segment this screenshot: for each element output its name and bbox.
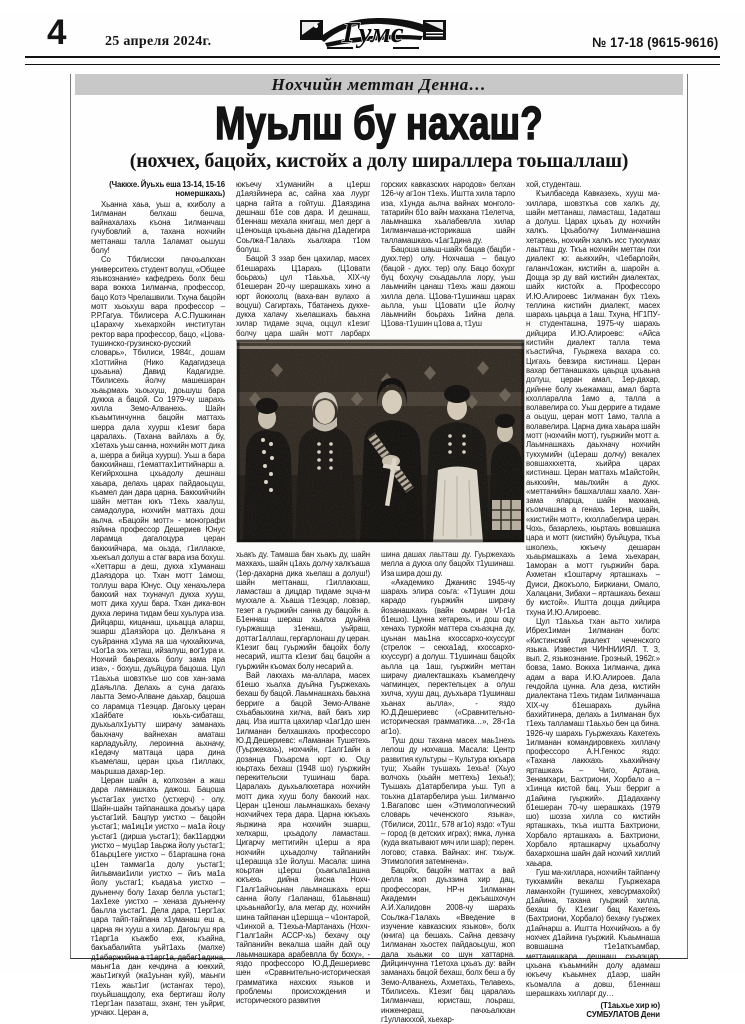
column-2-bottom-text [236, 550, 370, 1006]
paragraph: горских кавказских народов» белхан 126-чу аг1он т1ехь. Иштта хила тарло иза, х1унда аьлча вайнах монголо-татарийн б1о вайн махкана т1елетча, лаьмнашка хьалабевлла хилар 1илманчаша-историкаша шайн талламашкахь ч1аг1дина ду. [381, 180, 515, 245]
column-2 [236, 180, 370, 1006]
issue-date: 25 апреля 2024г. [105, 34, 212, 49]
header-divider [25, 56, 720, 65]
author-byline: СУМБУЛАТОВ Дени [586, 1010, 660, 1020]
to-be-continued-note: (Т1аьхье хир ю) [600, 1001, 660, 1011]
article-footer [526, 998, 660, 1020]
column-4-text [526, 180, 660, 998]
masthead-logo [297, 12, 449, 54]
column-1 [91, 180, 225, 1018]
column-3-bottom-text [381, 550, 515, 1024]
paragraph: Гуш ма-хиллара, нохчийн тайпанчу тукхамийн векалш Гуьржехара ламанхойн (тушинех, хевсурмахойх) д1айина, тахана гуьржий хилла, бехаш бу. К1езиг бац Кахетехь (Бахтриони, Хорбало) бехачу гуьржех д1айнарш а. Иштта Нохчийчохь а бу нохчех д1айина гуьржий. Къаьмнаша вовшашна т1е1аткъамбар, меттанашкара дешнаш схьаэцар, цхьана къаьмнийн долу адамаш юкъечу къаьмнех д1аэр, шайн къомалла а довш, б1еннаш шерашкахь хилларг ду… [526, 867, 660, 998]
paragraph: хой, студенташ. [526, 180, 582, 189]
page-number: 4 [47, 13, 67, 52]
column-3-top-text [381, 180, 515, 338]
paragraph: Вай лакхахь ма-аллара, масех б1ешо хьалха дуьйна Гуьржехахь бехаш бу бацой. Лаьмнашкахь баьхна берриге а бацой Земо-Алване схьабаьхкина хилча, вай бакъ хир дац. Иза иштта цахилар ч1аг1до шен 1илманан белхашкахь профессоро Ю.Д.Дешериевс: «Ламанан Тушетехь (Гуьржехахь), нохчийн, г1алг1айн а дозанца Пхьарсма юрт ю. Оцу юьртахь бехаш (1948 шо) гуьржийн перекительски тушинаш бара. Царалахь дуьхьалкхетара нохчийн мотт дика хууш болу баккхий нах. Церан ц1енош лаьмнашкахь бехачу нохчийчех тера дара. Царна юкъахь яьржина яра нохчийн эшарш, хелхарш, цхьадолу ламасташ. Цигарчу меттигийн ц1ерш а яра нохчийн цхьадолчу тайпанийн ц1ерашца з1е йолуш. Масала: шина коьртан ц1ерш (хьакъла1ашна юкъехь дийна йисна Нохч-Г1алг1айчоьнан лаьмнашкахь ерш санна йолу г1аланаш, б1аьвнаш) цхьаьнайог1у, ала мегар ду, нохчийн шина тайпанан ц1ершца – ч1онтарой, ч1инхой а. Т1ехьа-Мартанахь (Нохч-Г1алг1айн АССР-хь) бехачу оцу тайпанийн векалша шайн дай оцу лаьмнашкара арабевлла бу боху», - яздо профессоро Ю.Д.Дешериевс шен «Сравнительно-историческая грамматика нахских языков и проблемы происхождения и исторического развития [236, 670, 370, 1006]
paragraph: Бацойх, бацойн маттах а вай делла жоп дуьззина хир дац, профессоран, НР-н 1илманан Академин декъашхочун А.И.Халидовн 2008-чу шарахь Соьлжа-Г1алахь «Введение в изучение кавказских языков», болх (книга) ца бешахь. Сайна девзачу 1илманан хьостех пайдаоьцуш, жоп дала хьаьжи со шун хаттарна. Дийцинчунна т1етоха цхьаъ ду: вайн заманахь бацой бехаш, болх беш а бу Земо-Алванехь, Ахметахь, Телавехь, Тбилисехь. К1езиг бац царалахь 1илманчаш, юристаш, лоьраш, инженераш, пачхьалкхан г1уллакххой, хьехар- [381, 866, 515, 1024]
article-title-text: Муьлш бу нахаш? [215, 97, 543, 149]
paragraph: юкъечу х1уманийн а ц1ерш д1аязйинера ас, сайна хаа луург царна гайта а гойтуш. Д1аяздина дешнаш б1е сов дара. И дешнаш, б1еннаш мехала книгаш, мел дерг а ц1еноьща цхьаьна даьгна д1адегира Соьлжа-Г1алахь хьалхара т1ом болуш. [236, 180, 370, 255]
article [70, 74, 688, 1024]
paragraph: Церан шайн а, колхозан а жаш дара ламнашкахь дажош. Бацоша уьстаг1ах уистхо (устхерч) - олу. Шайн-шайн тайпанашка доькъу цара уьстаг1ий. Бацпур уистхо – бацойн уьстаг1; ма1иц1и уистхо – ма1а йоцу уьстаг1 (дирша уьстаг1); бак11арджи уистхо – муц1ар 1аьржа йолу уьстаг1; б1аьрц1еге уистхо – б1аргашна гона ц1ен таммаг1а долу уьстаг1; йильвмаи1или уистхо – йиъ ма1а йолу уьстаг1; къадаъа уистхо – дуьненчу болу 1ахар белла уьстаг1; 1ах1ехе уистхо – хеназа дуьненчу баьлла уьстаг1. Дела дара, т1ерг1ах цара тайп-тайпана х1уманаш еш а, царна ян хууш а хилар. Дагоьгуш яра т1арг1а къажбо ехк, къайна, бакъабалийта уьйт1ахь (малхе) д1абаржийна а т1арг1а, дабаг1адина, маьнг1а дан кечдина а юекхий, жаьт1игкуй (жа1уьнан куй), маьнги т1ехь жаьт1иг (истангах теро), пхуьйшащдолу, еха бертигаш йолу т1ерг1ан пазаташ, эханг, тен уьйриг, урчакх. Церан а, [91, 776, 225, 1018]
paragraph: шина дашах лаьтташ ду. Гуьржехахь мелла а дукха олу бацойх т1ушинаш. Иза шира дош ду. [381, 550, 515, 578]
column-1-text [91, 200, 225, 1018]
paragraph: Къилбаседа Кавказехь, хууш ма-хиллара, шовзткъа сов халкъ ду, шайн меттанаш, ламасташ, 1адаташ а долуш. Царах цхьаъ ду нохчийн халкъ. Цхьаболчу 1илманчашна хетарехь, нохчийн халкъ исс тукхумах лаьтташ ду. Ткъа нохчийн меттан пхи диалект ю: аьккхийн, ч1ебарлойн, галанч1ожан, кистийн а, шаройн а. Доцца эр ду вай кистийн диалектах, шайх кистойх а. Профессоро И.Ю.Алироевс 1илманан бух т1ехь теллина кистийн диалект, масех шарахь цаьрца а 1аш. Тхуна, НГ1ПУ-н студенташна, 1975-чу шарахь дийцира И.Ю.Алироевс: «Айса кистийн диалект талла тема къастийча, Гуьржеха вахара со. Цигахь бевзира кистинаш. Церан вахар беттанашкахь цаьрца цхьаьна долуш, церан амал, 1ер-дахар, дийнне болу хьежамаш, амал барта кхолларалла 1амо а, талла а волавелира со. Уьш дерриге а тидаме а оьцуш, церан мотт 1амо, талла а волавелира. Царна дика хаьара шайн мотт (нохчийн мотт), гуьржийн мотт а. Лаьмнашкахь даьхначу нохчийн тукхумийн (ц1ераш долчу) векалех вовшахкхетта, хьийра царах кистинаш. Церан маттахь м1айстойн, аьккхийн, маьлхийн а дукх. «меттанийн» башхаллаш хаало. Хан-зама яларца, шайн махкана, къомчашна а генахь 1ерна, шайн, «кистийн мотт», кхоллабелира церан. Чохь, базарлехь, юьртахь вовшашка цара и мотт (кистийн) буьйцура, ткъа школехь, юкъечу дешаран хьаьрмашкахь а 1ема хьехаран, 1аморан а мотт гуьржийн бара. Ахметан к1оштарчу ярташкахь – Дуиси, Джокъоло, Биркиани, Омало, Халацани, Зибахи – ярташкахь бехаш бу кистой». Иштта доцца дийцира тхуна И.Ю.Алироевс. [526, 189, 660, 617]
paragraph: «Академико Джанияс 1945-чу шарахь элира соьга: «Т1ушин дош карадо гуьржийн ширачу йозанашкахь (вайн оьмран VI-г1а б1ешо). Цунна хетарехь, и дош оцу хенахь туркойн маттера схьаэцна ду, цуьнан маь1на кхоссархо-кхуссург (стрелок – секха1ад, кхоссархо-кхуссург) а долуш. Т1ушинаш бацойх аьлла ца 1аш, гуьржийн меттан ширачу диалекташкахь къамелдечу чагминцех, перектельцех а олуш хилча, хууш дац, дуьхьара т1ушинаш хьанах аьлла», - яздо Ю.Д.Дешериевс («Сравнительно-историческая грамматика…», 28-г1а аг1о). [381, 577, 515, 736]
paragraph: Цул т1аьхьа тхан аьтто хилира Ибрех1иман 1илманан болх: «Кистинский диалект чеченского языка. Известия ЧИННИИЯЛ. Т. 3, вып. 2, языкознание. Грозный, 1962г.» бовза, 1амо. Воккха 1илманча, дика адам а вара И.Ю.Алироев. Дала гечдойла цунна. Ала деза, кистийн диалектана т1ехь тидам 1илманчаша XIX-чу б1ешарахь дуьйна бахийтинера, делахь а 1илманан бух т1ехь талламаш т1аьхьо бен ца бина. 1926-чу шарахь Гуьржехахь Кахетехь 1илманан командировкехь хиллачу профессоро А.Н.Генкос яздо: «Тахана лаккхахь хьахийначу ярташкахь – Чиго, Артана, Зенамхари, Бахтриони, Хорбало а – х1инца кистой бац. Уьш берриг а д1айина гуьржий». Д1адаханчу б1ешеран 70-чу шерашкахь (1979 шо) шозза хилла со кистийн ярташкахь, ткъа иштта Бахтриони, Хорбало ярташкахь а. Бахтриони, Хорбало ярташкарчу цхьаболчу бахархошна шайн дай нохчий хиллий хаьара. [526, 616, 660, 868]
article-subtitle: (нохчех, бацойх, кистойх а долу шираллера тоьшаллаш) [129, 150, 629, 172]
paragraph: Со Тбилисски пачхьалкхан университехь студент волуш, «Общее языкознание» кафедрехь болх беш вара воккха 1илманча, профессор, бацо Котэ Чрелашвили. Тхуна бацойн мотт хьоьхуш вара профессор – Р.Р.Гагуа. Тбилисера А.С.Пушкинан ц1арахчу хьехархойн институтан ректор вара профессор, бацо, «Цова-тушинско-грузинско-русский словарь», Тбилиси, 1984г., дошам х1оттийна (Нико Кадагидзеца цхьаьна) Давид Кадагидзе. Тбилисехь йолчу машешаран хьаьрмахь хьоьхуш, доьшуш бара дуккха а бацой. Со 1979-чу шарахь хилла Земо-Алванехь. Шайн къаьмтинчунна бацойн маттахь шерра дала хуурш к1езиг бара царалахь. (Тахана вайлахь а бу, х1етахь уьш санна, нохчийн мотт дика а, шерра а бийца хуурш). Уьш а бара баккхийнаш, г1ематтах1иттийнарш а. Кегийрхошна цхьадолу дешнаш хаьара, делахь царах пайдаоьцуш, къамел дан дара царна. Баккхийчийн шайн меттан юкъ т1ехь хаалуш, самадолура, нохчийн маттахь дош аьлча. «Бацойн мотт» - монографи язйина профессор Дешериев Юнус ларамца дагалоцура церан баккхийчара, ма оьзда, г1иллакхе, хьекъал долуш а стаг вара иза бохуш. «Хеттарш а деш, дукха х1уманаш д1аяздора цо. Тхан мотт 1амош, толлуш вара Юнус. Оцу хенахьлера баккхий нах тхуначул дукха хууш, мотт дика хууш бара. Тхан дика-вон дукха лерина тидам беш хуьлура иза. Дийцарш, кицанаш, цхьацца аларш, эшарш д1аязйора цо. Делкъана я суьйранна х1ума яа ша чукхайкхича, ч1ог1а эхь хеташ, ийзалуш, вог1ура и. Нохчий баьрехахь болу зама яра иза», - бохуш, дуьйцура бацоша. Цул т1аьхьа шовзткъе шо сов хан-зама д1аяьлла. Делахь а суна дагахь лаьтта Земо-Алване даьхар, бацоша со ларамца т1еэцар. Дагоьху церан х1айбате юьхь-сибаташ, дуьхьалх1уьтту ширачу заманахь баьхначу вайнехан аматаш карладуьйлу, лероинна аьхначу, к1едачу маттаца цара дина къамелаш, церан цхьа г1иллакх, маьршша дахар-1ер. [91, 255, 225, 776]
page-header [25, 14, 720, 54]
historic-group-photo [237, 340, 524, 542]
article-title [71, 97, 687, 149]
paragraph: хьакъ ду. Тамаша бан хьакъ ду, шайн махкахь, шайн ц1ахь долчу халкъаша (1ер-дахарна дика хьелаш а долуш!) шайн меттанаш, г1иллакхаш, ламасташ а дицдар тидаме эцча-м муххале а. Хьаша т1еэцар, ловзар, тезет а гуьржийн санна ду бацойн а. Б1еннаш шераш хьалха дуьйна гуьржашца з1енаш, уьйраш, доттаг1аллаш, гергарлонаш ду церан. К1езиг бац гуьржийн бацойх болу несарий, иштта к1езиг бац бацойн а гуьржийн къомах болу несарий а. [236, 550, 370, 671]
article-body [91, 180, 660, 1024]
article-kicker [75, 74, 683, 95]
column-3 [381, 180, 515, 1024]
column-2-top-text [236, 180, 370, 338]
continuation-note: (Чаккхе. Йуьхь еша 13-14, 15-16 номершкахь) [109, 180, 225, 199]
paragraph: Хьанна хаьа, уьш а, кхиболу а 1илманан белхаш бешча, вайнахалахь къона 1илманчаш гучубовлий а, тахана нохчийн меттанаш талла 1аламат оьшуш болу! [91, 199, 225, 256]
newspaper-page [0, 13, 745, 1024]
paragraph: Бацой 3 эзар бен цахилар, масех б1ешарахь Ц1арахь (Ц1овати боьрахь) цул т1аьхьа, XIX-чу б1ешеран 20-чу шерашкахь хино а юрт йоккхолц (ваха-ван вулахо а воцуш) Сагиртахь, Тбатанехь дукхе-дукха халачу хьелашкахь баьхна хилар тидаме эцча, оццул к1езиг болчу цара шайн мотт ларбарх [236, 254, 370, 338]
paragraph: Туш дош тахана масех маь1нехь лелош ду нохчаша. Масала: Центр развития культуры – Культура юкъара туш; Хьайн туьшахь 1ехьа! (Хьуо волчохь (хьайн меттехь) 1ехьа!); Туьшахь д1атарбелира уьш. Туп а тоьхна д1атарбелира уьш. 1илманчо 1.Вагаповс шен «Этимологический словарь чеченского языка», (Тбилиси, 2011г., 578 аг1о) яздо: «Туш – город (в детских играх); ямка, лунка (куда вкатывают мяч или шар); перен. логово; ставка. Вайнах: инг. тхьуж. Этимология затемнена». [381, 735, 515, 866]
paragraph: Бацоша шаьш-шайх бацав (бацби - дукх.тер) олу. Нохчаша – бацуо (бацой - дукх. тер) олу. Бацо бохург буц бохучу схьадаьлла лору, уьш лаьмнийн цанаш т1ехь жаш дажош хилла дела. Ц1ова-т1ушинаш царах аьлла, уьш Ц1овати ц1е йолчу лаьмнийн боьрахь 1ийна дела. Ц1ова-т1ушин ц1ова а, т1уш [381, 245, 515, 329]
kicker-text: Нохчийн меттан Денна… [271, 75, 487, 94]
issue-number: № 17-18 (9615-9616) [591, 35, 718, 50]
masthead-title: Гумс [341, 17, 404, 49]
column-4 [526, 180, 660, 1020]
